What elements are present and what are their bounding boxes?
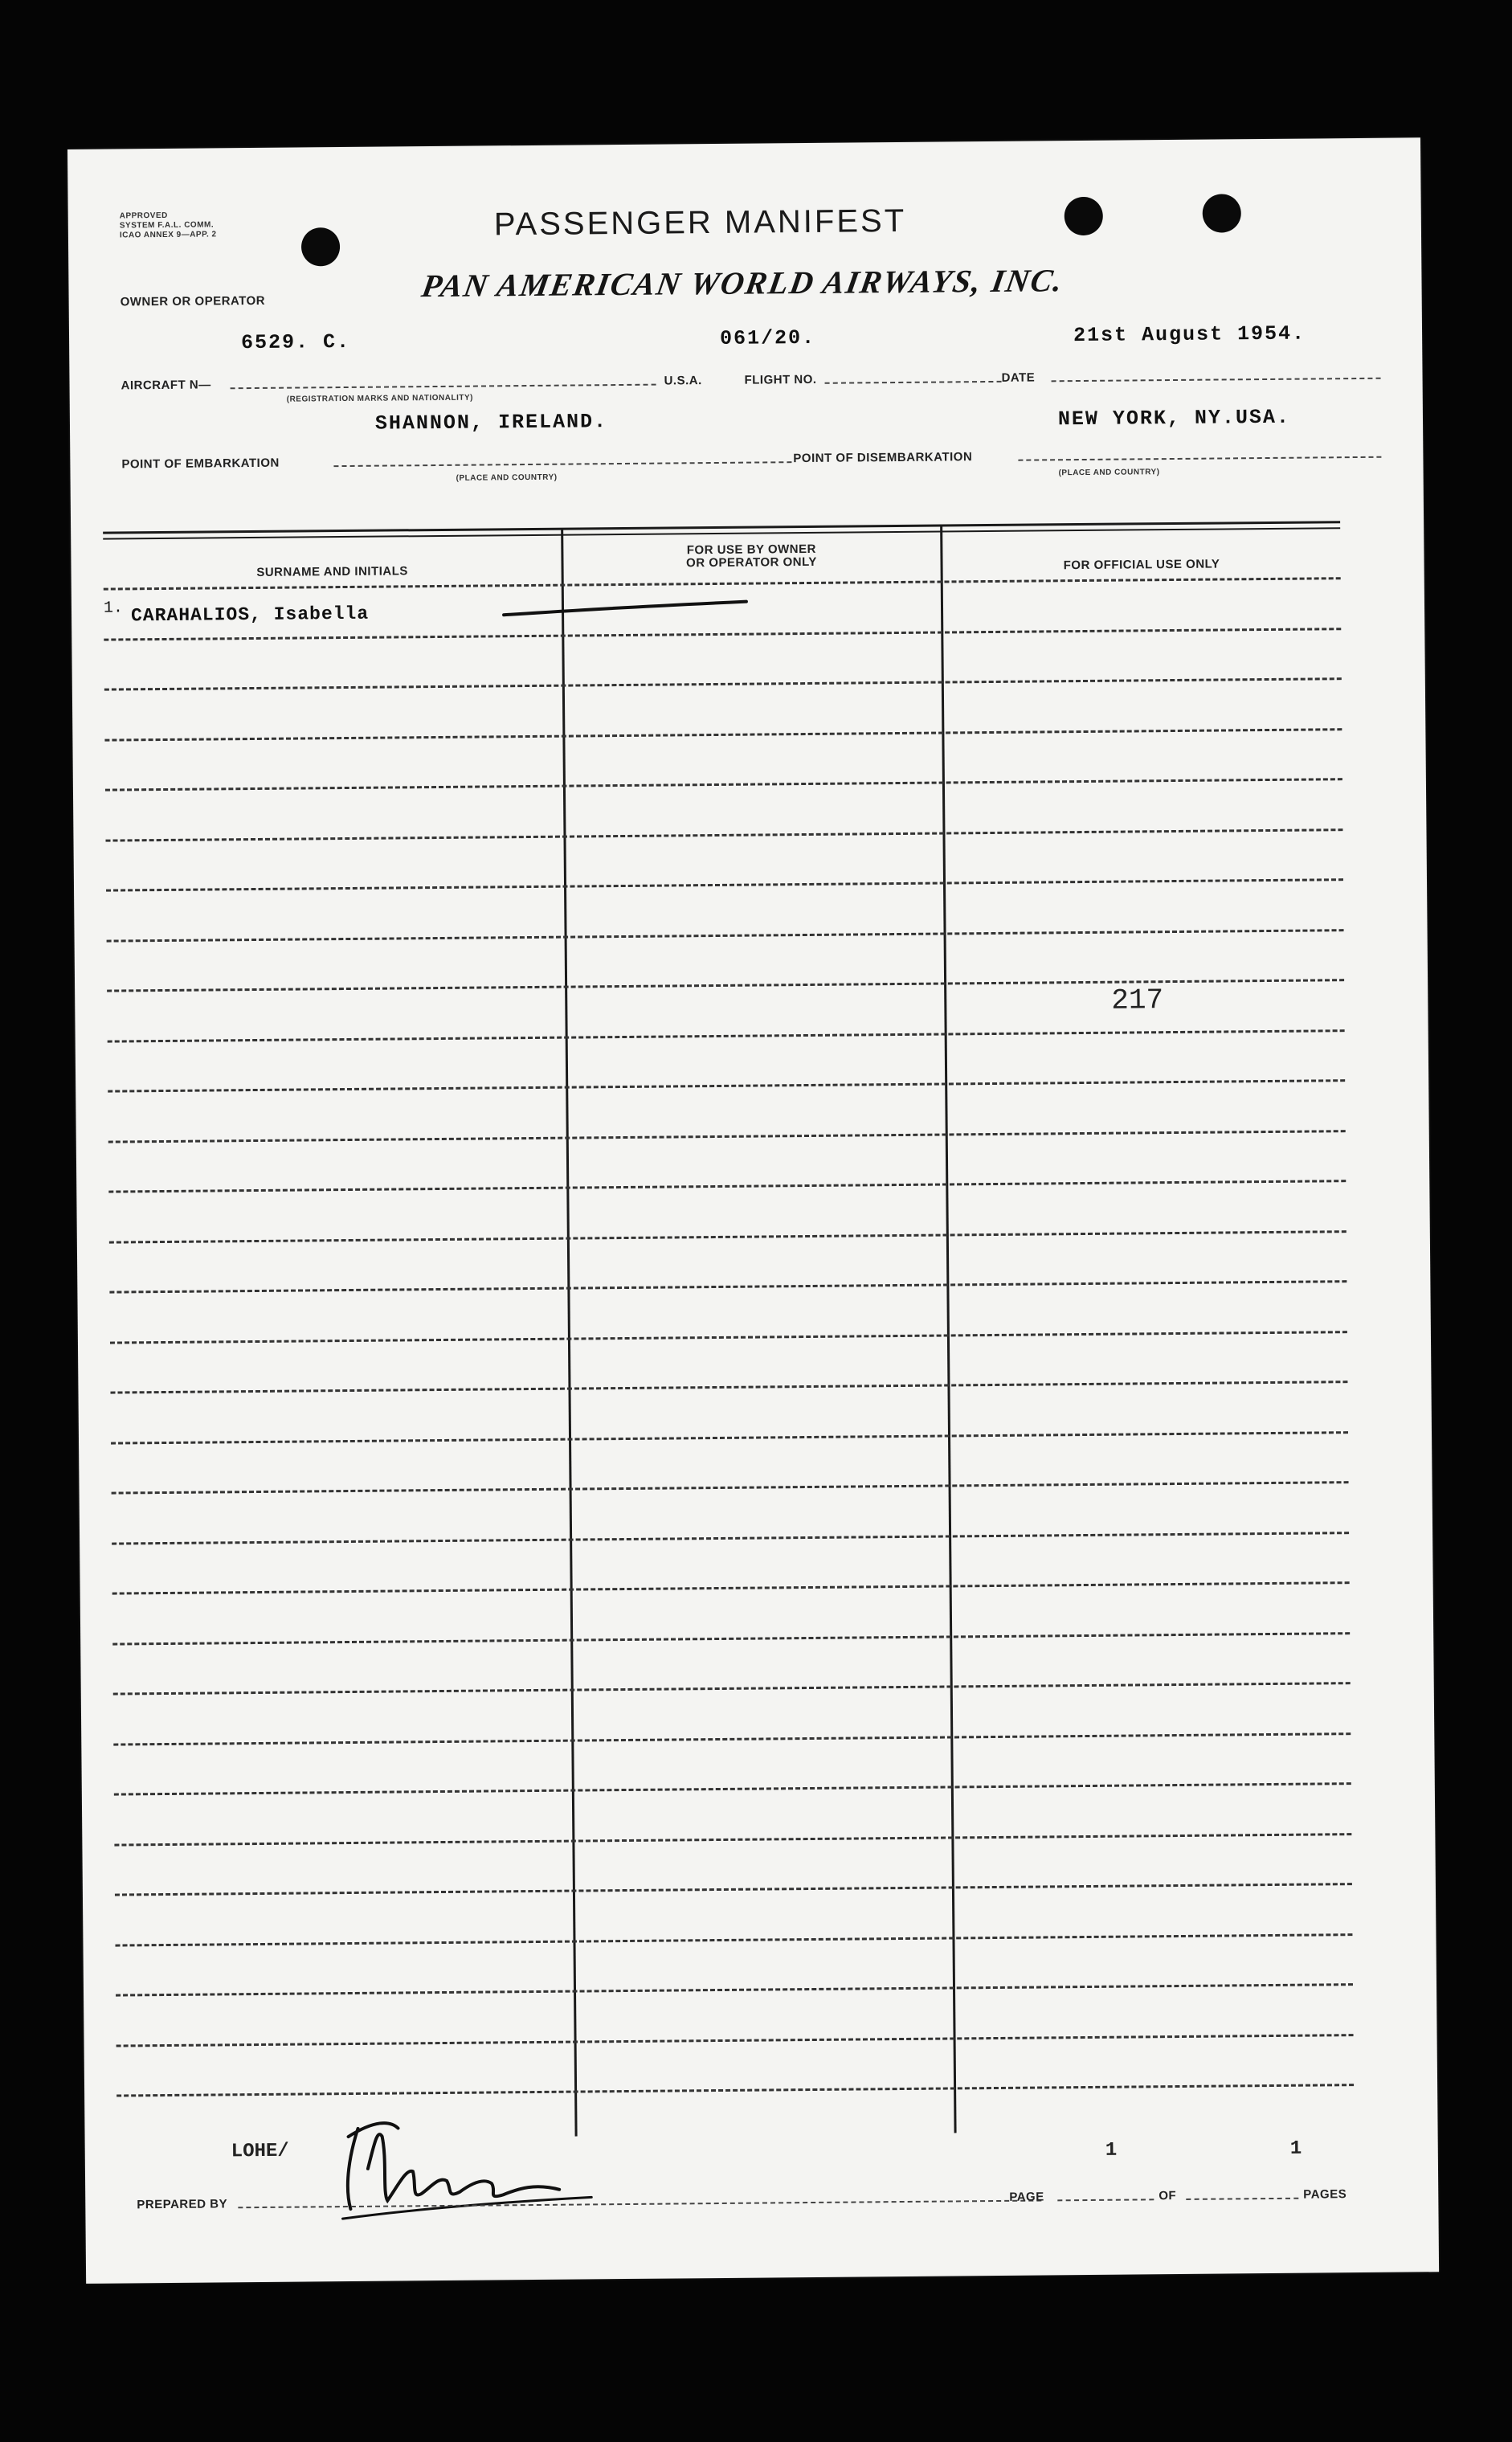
preparer-prefix: LOHE/ <box>231 2140 289 2163</box>
table-row-rule <box>107 929 1344 942</box>
passenger-rows <box>67 137 1420 149</box>
col-header-owner-line2: OR OPERATOR ONLY <box>686 554 817 571</box>
disembarkation-label: POINT OF DISEMBARKATION <box>793 450 973 466</box>
table-row-rule <box>110 1381 1347 1393</box>
preparer-signature <box>325 2102 615 2233</box>
punch-hole-right-2 <box>1203 194 1241 232</box>
aircraft-value: 6529. C. <box>240 329 351 355</box>
table-row-rule <box>116 1983 1353 1996</box>
table-row-rule <box>108 1130 1346 1143</box>
date-value: 21st August 1954. <box>1073 321 1306 348</box>
table-row-rule <box>113 1732 1351 1745</box>
pages-label: PAGES <box>1303 2187 1347 2202</box>
form-title: PASSENGER MANIFEST <box>493 202 907 243</box>
passenger-1-number: 1. <box>103 599 124 618</box>
col-header-owner-line1: FOR USE BY OWNER <box>686 542 816 558</box>
table-row-rule <box>115 1933 1352 1946</box>
punch-hole-left <box>301 227 340 266</box>
flight-label: FLIGHT NO. <box>744 372 817 387</box>
table-row-rule <box>108 1180 1346 1192</box>
col-header-official: FOR OFFICIAL USE ONLY <box>1063 557 1220 573</box>
embarkation-value: SHANNON, IRELAND. <box>374 410 608 436</box>
page-label: PAGE <box>1009 2190 1044 2204</box>
table-row-rule <box>116 2034 1354 2047</box>
column-divider-2 <box>940 526 956 2133</box>
date-line <box>1052 378 1381 382</box>
table-row-rule <box>104 628 1341 640</box>
disembarkation-line <box>1018 456 1381 461</box>
table-row-rule <box>108 1029 1345 1042</box>
airline-name: PAN AMERICAN WORLD AIRWAYS, INC. <box>419 262 1067 305</box>
embarkation-line <box>333 461 791 467</box>
place-caption-disembark: (PLACE AND COUNTRY) <box>1058 468 1160 478</box>
table-row-rule <box>112 1632 1350 1645</box>
table-row-rule <box>116 2084 1354 2096</box>
of-line <box>1186 2198 1298 2200</box>
disembarkation-value: NEW YORK, NY.USA. <box>1057 405 1291 432</box>
owner-label: OWNER OR OPERATOR <box>120 293 266 309</box>
flight-value: 061/20. <box>719 325 816 350</box>
table-row-rule <box>104 728 1342 741</box>
approval-line-1: APPROVED <box>119 211 168 221</box>
approval-block <box>120 211 217 240</box>
of-pages-number: 1 <box>1289 2137 1302 2160</box>
column-divider-1 <box>561 530 577 2137</box>
col-header-surname: SURNAME AND INITIALS <box>256 564 408 579</box>
table-top-rule-2 <box>103 527 1340 539</box>
table-row-rule <box>110 1331 1347 1344</box>
table-row-rule <box>108 1079 1345 1092</box>
flight-line <box>825 381 1002 384</box>
official-note: 217 <box>1111 984 1164 1017</box>
of-label: OF <box>1159 2189 1177 2203</box>
table-row-rule <box>112 1581 1350 1594</box>
table-row-rule <box>104 677 1342 690</box>
punch-hole-right-1 <box>1065 197 1103 235</box>
table-row-rule <box>109 1280 1346 1293</box>
table-row-rule <box>111 1431 1348 1444</box>
approval-line-3: ICAO ANNEX 9—APP. 2 <box>119 230 217 240</box>
place-caption-embark: (PLACE AND COUNTRY) <box>456 472 558 483</box>
embarkation-label: POINT OF EMBARKATION <box>121 456 280 472</box>
table-row-rule <box>115 1883 1352 1896</box>
table-row-rule <box>113 1682 1351 1695</box>
aircraft-line <box>231 384 656 390</box>
table-row-rule <box>105 828 1342 841</box>
table-row-rule <box>105 778 1342 791</box>
registration-caption: (REGISTRATION MARKS AND NATIONALITY) <box>286 393 474 404</box>
table-row-rule <box>112 1481 1349 1494</box>
approval-line-2: SYSTEM F.A.L. COMM. <box>119 220 215 231</box>
table-row-rule <box>114 1833 1351 1846</box>
pen-stroke-mark <box>497 578 755 628</box>
aircraft-label: AIRCRAFT N— <box>121 378 211 393</box>
table-row-rule <box>112 1532 1349 1544</box>
passenger-1-name: CARAHALIOS, Isabella <box>130 603 370 627</box>
page-line <box>1057 2199 1154 2201</box>
prepared-label: PREPARED BY <box>137 2197 228 2212</box>
col-header-owner <box>562 542 940 571</box>
table-row-rule <box>109 1230 1346 1243</box>
page-number: 1 <box>1105 2139 1118 2162</box>
table-row-rule <box>114 1782 1351 1795</box>
table-row-rule <box>106 878 1343 891</box>
manifest-paper <box>67 137 1439 2284</box>
usa-label: U.S.A. <box>664 374 702 388</box>
date-label: DATE <box>1001 370 1036 385</box>
